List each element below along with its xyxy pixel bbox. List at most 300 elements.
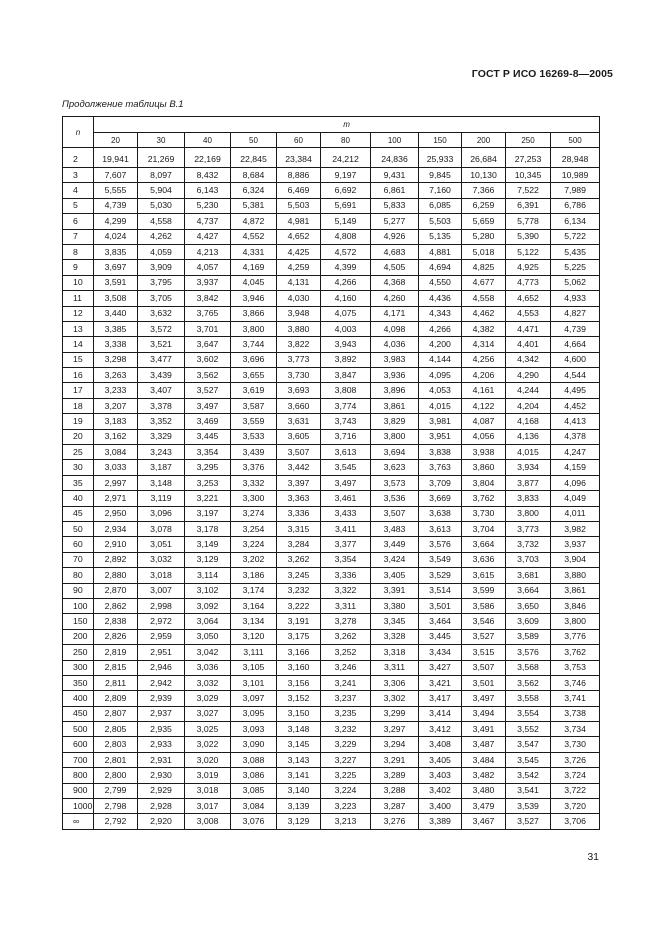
table-cell: 4,098 bbox=[371, 321, 419, 336]
table-cell: 3,483 bbox=[371, 521, 419, 536]
table-cell: 4,256 bbox=[462, 352, 506, 367]
table-cell: 3,183 bbox=[94, 414, 138, 429]
table-cell: 3,354 bbox=[185, 445, 231, 460]
table-cell: 5,018 bbox=[462, 244, 506, 259]
table-cell: 4,808 bbox=[321, 229, 371, 244]
table-cell: 3,482 bbox=[462, 768, 506, 783]
table-cell: 3,148 bbox=[277, 722, 321, 737]
table-cell: 3,036 bbox=[185, 660, 231, 675]
table-cell: 4,266 bbox=[321, 275, 371, 290]
table-cell: 4,266 bbox=[419, 321, 462, 336]
table-cell: 3,701 bbox=[185, 321, 231, 336]
table-cell: 3,773 bbox=[506, 521, 551, 536]
table-cell: 5,135 bbox=[419, 229, 462, 244]
row-label-n: 1000 bbox=[63, 799, 94, 814]
table-cell: 3,946 bbox=[231, 291, 277, 306]
table-cell: 3,842 bbox=[185, 291, 231, 306]
column-header: 60 bbox=[277, 133, 321, 148]
table-cell: 3,085 bbox=[231, 783, 277, 798]
table-cell: 2,798 bbox=[94, 799, 138, 814]
table-cell: 3,833 bbox=[506, 491, 551, 506]
table-cell: 3,545 bbox=[321, 460, 371, 475]
table-cell: 6,469 bbox=[277, 183, 321, 198]
table-cell: 3,276 bbox=[371, 814, 419, 829]
table-cell: 3,572 bbox=[138, 321, 185, 336]
table-cell: 10,345 bbox=[506, 168, 551, 183]
table-cell: 8,432 bbox=[185, 168, 231, 183]
table-cell: 22,169 bbox=[185, 148, 231, 168]
table-cell: 3,119 bbox=[138, 491, 185, 506]
table-row bbox=[63, 768, 600, 783]
table-cell: 3,507 bbox=[462, 660, 506, 675]
table-cell: 4,168 bbox=[506, 414, 551, 429]
column-header: 20 bbox=[94, 133, 138, 148]
table-cell: 3,424 bbox=[371, 552, 419, 567]
table-cell: 8,097 bbox=[138, 168, 185, 183]
table-cell: 4,933 bbox=[551, 291, 600, 306]
table-cell: 3,278 bbox=[321, 614, 371, 629]
table-cell: 2,826 bbox=[94, 629, 138, 644]
row-label-n: 16 bbox=[63, 368, 94, 383]
table-cell: 3,494 bbox=[462, 706, 506, 721]
table-cell: 3,762 bbox=[551, 645, 600, 660]
table-cell: 3,032 bbox=[138, 552, 185, 567]
table-cell: 4,342 bbox=[506, 352, 551, 367]
row-label-n: 700 bbox=[63, 752, 94, 767]
table-cell: 4,544 bbox=[551, 368, 600, 383]
table-cell: 3,287 bbox=[371, 799, 419, 814]
table-cell: 3,352 bbox=[138, 414, 185, 429]
table-cell: 3,029 bbox=[185, 691, 231, 706]
table-cell: 5,503 bbox=[419, 214, 462, 229]
table-cell: 5,390 bbox=[506, 229, 551, 244]
table-cell: 3,088 bbox=[231, 752, 277, 767]
table-cell: 3,288 bbox=[371, 783, 419, 798]
table-row bbox=[63, 783, 600, 798]
table-cell: 3,095 bbox=[231, 706, 277, 721]
row-label-n: 15 bbox=[63, 352, 94, 367]
row-label-n: 200 bbox=[63, 629, 94, 644]
table-cell: 4,247 bbox=[551, 445, 600, 460]
table-cell: 3,763 bbox=[419, 460, 462, 475]
table-cell: 3,076 bbox=[231, 814, 277, 829]
table-cell: 3,795 bbox=[138, 275, 185, 290]
table-cell: 3,229 bbox=[321, 737, 371, 752]
table-cell: 3,554 bbox=[506, 706, 551, 721]
table-cell: 3,461 bbox=[321, 491, 371, 506]
table-cell: 3,877 bbox=[506, 475, 551, 490]
table-cell: 3,033 bbox=[94, 460, 138, 475]
table-row bbox=[63, 475, 600, 490]
table-cell: 4,244 bbox=[506, 383, 551, 398]
table-cell: 3,019 bbox=[185, 768, 231, 783]
table-row bbox=[63, 660, 600, 675]
table-cell: 3,129 bbox=[185, 552, 231, 567]
table-cell: 3,235 bbox=[321, 706, 371, 721]
table-cell: 3,332 bbox=[231, 475, 277, 490]
table-cell: 3,562 bbox=[185, 368, 231, 383]
table-cell: 3,329 bbox=[138, 429, 185, 444]
table-cell: 3,829 bbox=[371, 414, 419, 429]
table-cell: 3,097 bbox=[231, 691, 277, 706]
table-cell: 4,059 bbox=[138, 244, 185, 259]
table-cell: 2,799 bbox=[94, 783, 138, 798]
table-cell: 2,997 bbox=[94, 475, 138, 490]
table-cell: 10,130 bbox=[462, 168, 506, 183]
table-cell: 3,860 bbox=[462, 460, 506, 475]
table-cell: 3,704 bbox=[462, 521, 506, 536]
table-cell: 2,928 bbox=[138, 799, 185, 814]
table-cell: 3,442 bbox=[277, 460, 321, 475]
table-cell: 3,202 bbox=[231, 552, 277, 567]
table-cell: 3,090 bbox=[231, 737, 277, 752]
document-code-header: ГОСТ Р ИСО 16269-8—2005 bbox=[471, 68, 613, 80]
table-cell: 3,861 bbox=[551, 583, 600, 598]
table-cell: 3,664 bbox=[462, 537, 506, 552]
table-row bbox=[63, 198, 600, 213]
table-cell: 3,545 bbox=[506, 752, 551, 767]
table-cell: 3,660 bbox=[277, 398, 321, 413]
table-cell: 3,706 bbox=[551, 814, 600, 829]
column-header: 150 bbox=[419, 133, 462, 148]
table-cell: 3,141 bbox=[277, 768, 321, 783]
table-cell: 3,223 bbox=[321, 799, 371, 814]
table-cell: 3,909 bbox=[138, 260, 185, 275]
table-cell: 2,792 bbox=[94, 814, 138, 829]
table-cell: 3,178 bbox=[185, 521, 231, 536]
table-cell: 4,144 bbox=[419, 352, 462, 367]
table-cell: 3,318 bbox=[371, 645, 419, 660]
table-cell: 3,981 bbox=[419, 414, 462, 429]
table-cell: 2,931 bbox=[138, 752, 185, 767]
table-cell: 4,572 bbox=[321, 244, 371, 259]
table-cell: 3,289 bbox=[371, 768, 419, 783]
table-cell: 5,435 bbox=[551, 244, 600, 259]
table-cell: 9,845 bbox=[419, 168, 462, 183]
table-cell: 3,527 bbox=[506, 814, 551, 829]
table-cell: 2,811 bbox=[94, 675, 138, 690]
table-cell: 3,233 bbox=[94, 383, 138, 398]
table-cell: 3,835 bbox=[94, 244, 138, 259]
header-row-columns bbox=[63, 133, 600, 148]
table-cell: 3,175 bbox=[277, 629, 321, 644]
table-cell: 4,331 bbox=[231, 244, 277, 259]
table-cell: 3,762 bbox=[462, 491, 506, 506]
table-row bbox=[63, 645, 600, 660]
table-row bbox=[63, 568, 600, 583]
table-cell: 2,951 bbox=[138, 645, 185, 660]
table-cell: 3,114 bbox=[185, 568, 231, 583]
table-row bbox=[63, 675, 600, 690]
table-cell: 3,092 bbox=[185, 598, 231, 613]
table-cell: 5,280 bbox=[462, 229, 506, 244]
table-cell: 3,093 bbox=[231, 722, 277, 737]
table-cell: 2,880 bbox=[94, 568, 138, 583]
table-cell: 3,345 bbox=[371, 614, 419, 629]
table-cell: 4,053 bbox=[419, 383, 462, 398]
table-cell: 4,413 bbox=[551, 414, 600, 429]
table-cell: 5,722 bbox=[551, 229, 600, 244]
table-row bbox=[63, 752, 600, 767]
table-cell: 3,804 bbox=[462, 475, 506, 490]
table-cell: 5,691 bbox=[321, 198, 371, 213]
table-cell: 3,892 bbox=[321, 352, 371, 367]
table-caption: Продолжение таблицы В.1 bbox=[62, 99, 184, 110]
table-cell: 3,487 bbox=[462, 737, 506, 752]
table-cell: 3,297 bbox=[371, 722, 419, 737]
row-label-n: 500 bbox=[63, 722, 94, 737]
table-cell: 4,171 bbox=[371, 306, 419, 321]
table-cell: 4,694 bbox=[419, 260, 462, 275]
table-cell: 6,692 bbox=[321, 183, 371, 198]
table-cell: 3,129 bbox=[277, 814, 321, 829]
table-cell: 2,910 bbox=[94, 537, 138, 552]
table-cell: 4,206 bbox=[462, 368, 506, 383]
row-label-n: 600 bbox=[63, 737, 94, 752]
table-cell: 3,738 bbox=[551, 706, 600, 721]
table-cell: 3,744 bbox=[231, 337, 277, 352]
table-cell: 4,550 bbox=[419, 275, 462, 290]
table-cell: 3,433 bbox=[321, 506, 371, 521]
table-cell: 3,982 bbox=[551, 521, 600, 536]
table-cell: 3,274 bbox=[231, 506, 277, 521]
table-cell: 3,605 bbox=[277, 429, 321, 444]
table-header bbox=[63, 117, 600, 148]
table-cell: 3,800 bbox=[506, 506, 551, 521]
table-cell: 3,378 bbox=[138, 398, 185, 413]
table-cell: 3,405 bbox=[419, 752, 462, 767]
table-cell: 3,221 bbox=[185, 491, 231, 506]
row-label-n: 20 bbox=[63, 429, 94, 444]
table-cell: 3,402 bbox=[419, 783, 462, 798]
table-cell: 3,650 bbox=[506, 598, 551, 613]
table-cell: 3,477 bbox=[138, 352, 185, 367]
row-header-n: n bbox=[63, 117, 94, 148]
table-cell: 3,407 bbox=[138, 383, 185, 398]
table-cell: 6,391 bbox=[506, 198, 551, 213]
table-row bbox=[63, 506, 600, 521]
table-cell: 3,694 bbox=[371, 445, 419, 460]
table-cell: 3,741 bbox=[551, 691, 600, 706]
table-cell: 3,064 bbox=[185, 614, 231, 629]
table-cell: 3,294 bbox=[371, 737, 419, 752]
table-cell: 3,730 bbox=[277, 368, 321, 383]
table-cell: 3,140 bbox=[277, 783, 321, 798]
table-cell: 5,277 bbox=[371, 214, 419, 229]
table-cell: 3,042 bbox=[185, 645, 231, 660]
table-cell: 3,166 bbox=[277, 645, 321, 660]
table-cell: 4,075 bbox=[321, 306, 371, 321]
table-cell: 2,946 bbox=[138, 660, 185, 675]
table-cell: 3,376 bbox=[231, 460, 277, 475]
table-cell: 3,417 bbox=[419, 691, 462, 706]
table-cell: 2,935 bbox=[138, 722, 185, 737]
table-cell: 3,237 bbox=[321, 691, 371, 706]
row-label-n: 10 bbox=[63, 275, 94, 290]
table-cell: 3,254 bbox=[231, 521, 277, 536]
table-cell: 5,778 bbox=[506, 214, 551, 229]
table-cell: 3,533 bbox=[231, 429, 277, 444]
table-row bbox=[63, 614, 600, 629]
table-cell: 2,805 bbox=[94, 722, 138, 737]
page-number: 31 bbox=[587, 851, 599, 863]
table-body bbox=[63, 148, 600, 830]
row-label-n: 2 bbox=[63, 148, 94, 168]
table-row bbox=[63, 537, 600, 552]
table-cell: 3,243 bbox=[138, 445, 185, 460]
table-cell: 3,724 bbox=[551, 768, 600, 783]
table-cell: 7,160 bbox=[419, 183, 462, 198]
table-cell: 3,222 bbox=[277, 598, 321, 613]
table-cell: 3,730 bbox=[551, 737, 600, 752]
table-cell: 4,452 bbox=[551, 398, 600, 413]
table-cell: 3,299 bbox=[371, 706, 419, 721]
table-cell: 3,705 bbox=[138, 291, 185, 306]
table-cell: 2,801 bbox=[94, 752, 138, 767]
row-label-n: ∞ bbox=[63, 814, 94, 829]
table-cell: 4,159 bbox=[551, 460, 600, 475]
table-row bbox=[63, 706, 600, 721]
table-cell: 6,861 bbox=[371, 183, 419, 198]
table-cell: 3,734 bbox=[551, 722, 600, 737]
table-cell: 4,122 bbox=[462, 398, 506, 413]
table-cell: 3,822 bbox=[277, 337, 321, 352]
row-label-n: 400 bbox=[63, 691, 94, 706]
table-cell: 4,553 bbox=[506, 306, 551, 321]
table-cell: 3,507 bbox=[371, 506, 419, 521]
table-cell: 3,467 bbox=[462, 814, 506, 829]
table-cell: 3,709 bbox=[419, 475, 462, 490]
table-cell: 3,050 bbox=[185, 629, 231, 644]
table-row bbox=[63, 168, 600, 183]
table-cell: 3,722 bbox=[551, 783, 600, 798]
table-cell: 2,934 bbox=[94, 521, 138, 536]
table-cell: 3,938 bbox=[462, 445, 506, 460]
table-cell: 3,213 bbox=[321, 814, 371, 829]
table-cell: 2,870 bbox=[94, 583, 138, 598]
table-cell: 3,586 bbox=[462, 598, 506, 613]
table-cell: 5,225 bbox=[551, 260, 600, 275]
table-cell: 28,948 bbox=[551, 148, 600, 168]
table-cell: 3,562 bbox=[506, 675, 551, 690]
column-header: 40 bbox=[185, 133, 231, 148]
table-cell: 4,427 bbox=[185, 229, 231, 244]
table-cell: 3,111 bbox=[231, 645, 277, 660]
column-header: 250 bbox=[506, 133, 551, 148]
table-cell: 3,252 bbox=[321, 645, 371, 660]
table-cell: 3,703 bbox=[506, 552, 551, 567]
table-cell: 3,943 bbox=[321, 337, 371, 352]
table-cell: 3,937 bbox=[551, 537, 600, 552]
table-cell: 3,174 bbox=[231, 583, 277, 598]
table-cell: 3,207 bbox=[94, 398, 138, 413]
table-cell: 3,241 bbox=[321, 675, 371, 690]
table-cell: 4,378 bbox=[551, 429, 600, 444]
table-cell: 4,200 bbox=[419, 337, 462, 352]
table-cell: 5,659 bbox=[462, 214, 506, 229]
table-cell: 4,056 bbox=[462, 429, 506, 444]
table-cell: 3,576 bbox=[506, 645, 551, 660]
table-row bbox=[63, 229, 600, 244]
row-label-n: 6 bbox=[63, 214, 94, 229]
table-row bbox=[63, 598, 600, 613]
table-cell: 3,284 bbox=[277, 537, 321, 552]
table-cell: 4,881 bbox=[419, 244, 462, 259]
table-cell: 3,638 bbox=[419, 506, 462, 521]
table-cell: 6,324 bbox=[231, 183, 277, 198]
table-row bbox=[63, 260, 600, 275]
table-cell: 4,036 bbox=[371, 337, 419, 352]
table-cell: 4,600 bbox=[551, 352, 600, 367]
table-cell: 5,555 bbox=[94, 183, 138, 198]
table-cell: 3,143 bbox=[277, 752, 321, 767]
table-cell: 3,774 bbox=[321, 398, 371, 413]
table-cell: 3,847 bbox=[321, 368, 371, 383]
table-cell: 3,527 bbox=[185, 383, 231, 398]
table-cell: 3,403 bbox=[419, 768, 462, 783]
table-cell: 22,845 bbox=[231, 148, 277, 168]
row-label-n: 100 bbox=[63, 598, 94, 613]
table-cell: 3,589 bbox=[506, 629, 551, 644]
table-cell: 4,425 bbox=[277, 244, 321, 259]
table-cell: 4,382 bbox=[462, 321, 506, 336]
table-cell: 4,131 bbox=[277, 275, 321, 290]
row-label-n: 900 bbox=[63, 783, 94, 798]
table-cell: 2,937 bbox=[138, 706, 185, 721]
table-cell: 3,559 bbox=[231, 414, 277, 429]
table-cell: 3,587 bbox=[231, 398, 277, 413]
table-cell: 19,941 bbox=[94, 148, 138, 168]
table-cell: 3,753 bbox=[551, 660, 600, 675]
table-cell: 3,515 bbox=[462, 645, 506, 660]
row-label-n: 45 bbox=[63, 506, 94, 521]
table-cell: 4,314 bbox=[462, 337, 506, 352]
table-cell: 4,872 bbox=[231, 214, 277, 229]
table-cell: 3,105 bbox=[231, 660, 277, 675]
table-cell: 3,838 bbox=[419, 445, 462, 460]
table-cell: 3,536 bbox=[371, 491, 419, 506]
table-cell: 3,311 bbox=[321, 598, 371, 613]
table-cell: 4,368 bbox=[371, 275, 419, 290]
table-cell: 4,299 bbox=[94, 214, 138, 229]
table-cell: 2,998 bbox=[138, 598, 185, 613]
table-cell: 3,149 bbox=[185, 537, 231, 552]
table-cell: 3,951 bbox=[419, 429, 462, 444]
table-cell: 4,773 bbox=[506, 275, 551, 290]
table-cell: 6,143 bbox=[185, 183, 231, 198]
table-cell: 5,030 bbox=[138, 198, 185, 213]
column-header: 50 bbox=[231, 133, 277, 148]
values-table bbox=[62, 116, 600, 830]
table-cell: 3,032 bbox=[185, 675, 231, 690]
table-cell: 3,391 bbox=[371, 583, 419, 598]
table-cell: 3,469 bbox=[185, 414, 231, 429]
table-cell: 3,338 bbox=[94, 337, 138, 352]
table-cell: 3,720 bbox=[551, 799, 600, 814]
table-cell: 3,599 bbox=[462, 583, 506, 598]
table-cell: 3,145 bbox=[277, 737, 321, 752]
table-cell: 3,434 bbox=[419, 645, 462, 660]
table-row bbox=[63, 799, 600, 814]
table-row bbox=[63, 275, 600, 290]
table-cell: 2,800 bbox=[94, 768, 138, 783]
table-cell: 2,950 bbox=[94, 506, 138, 521]
table-cell: 3,363 bbox=[277, 491, 321, 506]
row-label-n: 35 bbox=[63, 475, 94, 490]
table-cell: 3,440 bbox=[94, 306, 138, 321]
table-row bbox=[63, 414, 600, 429]
table-cell: 3,948 bbox=[277, 306, 321, 321]
